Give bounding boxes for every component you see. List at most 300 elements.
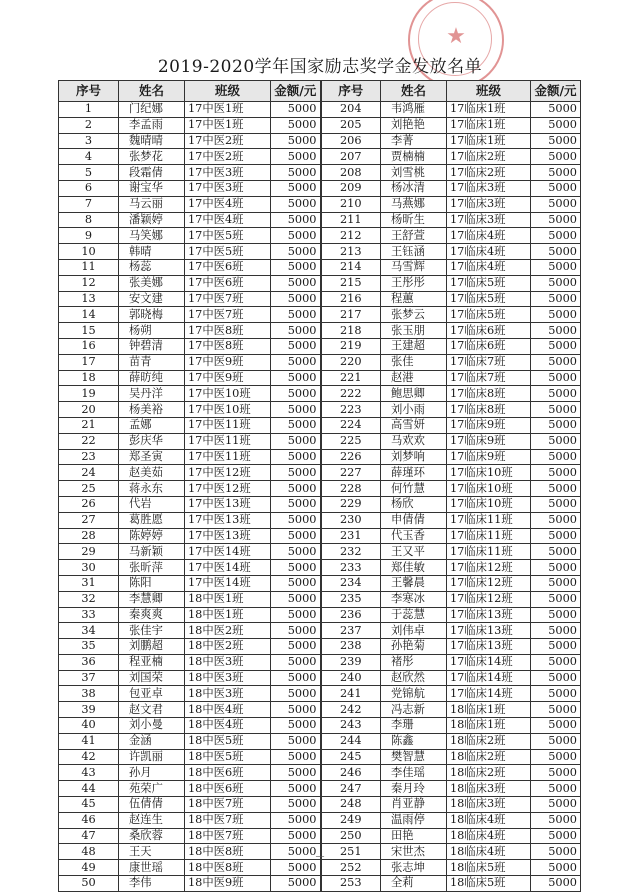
cell-amount: 5000: [271, 876, 321, 892]
cell-class: 17中医2班: [185, 149, 271, 165]
cell-name: 田艳: [381, 828, 447, 844]
cell-name: 李寒冰: [381, 591, 447, 607]
cell-seq: 48: [59, 844, 119, 860]
cell-seq: 40: [59, 718, 119, 734]
cell-name: 赵欣然: [381, 670, 447, 686]
cell-seq: 209: [321, 180, 381, 196]
table-row: [59, 591, 581, 607]
cell-amount: 5000: [271, 386, 321, 402]
cell-seq: 11: [59, 259, 119, 275]
table-row: [59, 496, 581, 512]
table-row: [59, 812, 581, 828]
table-row: [59, 433, 581, 449]
cell-class: 17临床11班: [447, 544, 531, 560]
cell-amount: 5000: [271, 212, 321, 228]
cell-class: 17临床6班: [447, 323, 531, 339]
cell-name: 全莉: [381, 876, 447, 892]
cell-amount: 5000: [271, 323, 321, 339]
cell-class: 17临床11班: [447, 512, 531, 528]
cell-class: 18临床1班: [447, 702, 531, 718]
cell-class: 18临床4班: [447, 812, 531, 828]
cell-class: 18中医8班: [185, 844, 271, 860]
cell-amount: 5000: [271, 575, 321, 591]
cell-seq: 46: [59, 812, 119, 828]
cell-seq: 221: [321, 370, 381, 386]
cell-amount: 5000: [531, 133, 581, 149]
cell-class: 18临床3班: [447, 797, 531, 813]
cell-seq: 212: [321, 228, 381, 244]
cell-class: 17中医10班: [185, 402, 271, 418]
cell-class: 18中医2班: [185, 639, 271, 655]
cell-seq: 16: [59, 338, 119, 354]
cell-class: 18中医7班: [185, 828, 271, 844]
table-row: [59, 370, 581, 386]
cell-class: 17中医9班: [185, 370, 271, 386]
cell-class: 17中医1班: [185, 102, 271, 118]
cell-amount: 5000: [531, 370, 581, 386]
cell-amount: 5000: [531, 149, 581, 165]
cell-name: 门纪娜: [119, 102, 185, 118]
scholarship-table: [58, 80, 581, 892]
cell-seq: 237: [321, 623, 381, 639]
cell-name: 薛昉纯: [119, 370, 185, 386]
cell-class: 17临床13班: [447, 607, 531, 623]
cell-name: 马欢欢: [381, 433, 447, 449]
cell-amount: 5000: [531, 481, 581, 497]
table-row: [59, 575, 581, 591]
cell-amount: 5000: [531, 275, 581, 291]
cell-seq: 205: [321, 117, 381, 133]
cell-class: 17中医13班: [185, 512, 271, 528]
cell-seq: 228: [321, 481, 381, 497]
cell-class: 18中医7班: [185, 797, 271, 813]
cell-amount: 5000: [531, 196, 581, 212]
cell-amount: 5000: [531, 512, 581, 528]
cell-name: 李菁: [381, 133, 447, 149]
cell-class: 18中医1班: [185, 591, 271, 607]
cell-name: 郑圣寅: [119, 449, 185, 465]
cell-name: 刘小曼: [119, 718, 185, 734]
cell-seq: 32: [59, 591, 119, 607]
cell-name: 何竹慧: [381, 481, 447, 497]
table-row: [59, 560, 581, 576]
table-row: [59, 196, 581, 212]
cell-class: 18临床2班: [447, 765, 531, 781]
cell-name: 赵港: [381, 370, 447, 386]
cell-seq: 21: [59, 417, 119, 433]
cell-name: 褚彤: [381, 654, 447, 670]
cell-seq: 44: [59, 781, 119, 797]
cell-name: 杨朔: [119, 323, 185, 339]
cell-name: 马雪辉: [381, 259, 447, 275]
cell-class: 18临床4班: [447, 844, 531, 860]
cell-class: 17临床14班: [447, 686, 531, 702]
cell-amount: 5000: [271, 528, 321, 544]
table-row: [59, 876, 581, 892]
cell-amount: 5000: [271, 465, 321, 481]
cell-class: 18中医1班: [185, 607, 271, 623]
table-row: [59, 165, 581, 181]
cell-class: 17中医5班: [185, 228, 271, 244]
cell-name: 张梦云: [381, 307, 447, 323]
cell-class: 17临床3班: [447, 212, 531, 228]
cell-seq: 211: [321, 212, 381, 228]
cell-class: 17临床4班: [447, 259, 531, 275]
cell-seq: 14: [59, 307, 119, 323]
cell-amount: 5000: [271, 749, 321, 765]
cell-amount: 5000: [271, 402, 321, 418]
cell-amount: 5000: [531, 607, 581, 623]
cell-amount: 5000: [531, 417, 581, 433]
cell-name: 赵连生: [119, 812, 185, 828]
cell-name: 桑欣蓉: [119, 828, 185, 844]
cell-amount: 5000: [531, 386, 581, 402]
cell-class: 18中医2班: [185, 623, 271, 639]
table-row: [59, 528, 581, 544]
cell-seq: 31: [59, 575, 119, 591]
cell-amount: 5000: [271, 433, 321, 449]
cell-name: 党锦航: [381, 686, 447, 702]
cell-name: 钟碧清: [119, 338, 185, 354]
cell-class: 17临床1班: [447, 102, 531, 118]
cell-class: 18中医9班: [185, 876, 271, 892]
cell-seq: 219: [321, 338, 381, 354]
cell-amount: 5000: [531, 560, 581, 576]
cell-class: 17中医11班: [185, 417, 271, 433]
cell-seq: 29: [59, 544, 119, 560]
cell-seq: 36: [59, 654, 119, 670]
cell-seq: 207: [321, 149, 381, 165]
cell-class: 17中医6班: [185, 259, 271, 275]
seal-star-icon: ★: [446, 24, 466, 49]
cell-class: 17中医7班: [185, 307, 271, 323]
table-row: [59, 117, 581, 133]
header-name: 姓名: [381, 81, 447, 102]
cell-class: 18中医8班: [185, 860, 271, 876]
cell-amount: 5000: [531, 165, 581, 181]
cell-class: 18临床1班: [447, 718, 531, 734]
cell-seq: 249: [321, 812, 381, 828]
cell-name: 温雨停: [381, 812, 447, 828]
cell-seq: 6: [59, 180, 119, 196]
table-row: [59, 354, 581, 370]
header-amount: 金额/元: [271, 81, 321, 102]
cell-amount: 5000: [271, 702, 321, 718]
cell-class: 17临床1班: [447, 133, 531, 149]
table-row: [59, 102, 581, 118]
cell-seq: 42: [59, 749, 119, 765]
cell-class: 18中医3班: [185, 670, 271, 686]
cell-seq: 243: [321, 718, 381, 734]
cell-class: 17临床10班: [447, 481, 531, 497]
cell-name: 王舒萱: [381, 228, 447, 244]
cell-class: 17临床10班: [447, 496, 531, 512]
cell-seq: 238: [321, 639, 381, 655]
cell-name: 许凯丽: [119, 749, 185, 765]
cell-name: 孙艳菊: [381, 639, 447, 655]
cell-seq: 30: [59, 560, 119, 576]
table-row: [59, 228, 581, 244]
cell-seq: 15: [59, 323, 119, 339]
cell-name: 张昕萍: [119, 560, 185, 576]
cell-amount: 5000: [271, 149, 321, 165]
cell-amount: 5000: [271, 102, 321, 118]
cell-name: 吴丹洋: [119, 386, 185, 402]
cell-amount: 5000: [531, 702, 581, 718]
cell-name: 高雪妍: [381, 417, 447, 433]
cell-name: 陈阳: [119, 575, 185, 591]
cell-seq: 19: [59, 386, 119, 402]
cell-seq: 214: [321, 259, 381, 275]
cell-seq: 37: [59, 670, 119, 686]
cell-class: 17临床13班: [447, 623, 531, 639]
cell-seq: 236: [321, 607, 381, 623]
cell-seq: 246: [321, 765, 381, 781]
cell-class: 17临床4班: [447, 244, 531, 260]
cell-name: 肖亚静: [381, 797, 447, 813]
table-body: [59, 102, 581, 892]
cell-name: 葛胜愿: [119, 512, 185, 528]
table-row: [59, 686, 581, 702]
cell-seq: 12: [59, 275, 119, 291]
cell-name: 程蕙: [381, 291, 447, 307]
cell-seq: 25: [59, 481, 119, 497]
cell-name: 潘颖婷: [119, 212, 185, 228]
cell-seq: 215: [321, 275, 381, 291]
cell-amount: 5000: [271, 165, 321, 181]
cell-name: 刘鹏超: [119, 639, 185, 655]
page-footer-mark: —: [315, 852, 325, 862]
cell-name: 张佳: [381, 354, 447, 370]
table-row: [59, 133, 581, 149]
cell-seq: 233: [321, 560, 381, 576]
cell-name: 于蕊慧: [381, 607, 447, 623]
cell-amount: 5000: [271, 354, 321, 370]
cell-amount: 5000: [271, 196, 321, 212]
cell-name: 郭晓梅: [119, 307, 185, 323]
cell-class: 17临床7班: [447, 354, 531, 370]
table-row: [59, 307, 581, 323]
table-row: [59, 749, 581, 765]
cell-seq: 43: [59, 765, 119, 781]
cell-seq: 225: [321, 433, 381, 449]
cell-seq: 1: [59, 102, 119, 118]
cell-class: 17中医3班: [185, 165, 271, 181]
cell-name: 张梦花: [119, 149, 185, 165]
cell-amount: 5000: [271, 481, 321, 497]
cell-seq: 232: [321, 544, 381, 560]
cell-amount: 5000: [531, 686, 581, 702]
table-row: [59, 149, 581, 165]
cell-amount: 5000: [271, 417, 321, 433]
cell-name: 陈鑫: [381, 733, 447, 749]
cell-class: 17临床14班: [447, 670, 531, 686]
cell-amount: 5000: [531, 449, 581, 465]
cell-seq: 222: [321, 386, 381, 402]
cell-name: 韩晴: [119, 244, 185, 260]
cell-name: 陈婷婷: [119, 528, 185, 544]
cell-amount: 5000: [271, 797, 321, 813]
cell-class: 17临床3班: [447, 196, 531, 212]
table-row: [59, 670, 581, 686]
cell-seq: 250: [321, 828, 381, 844]
cell-class: 17临床12班: [447, 560, 531, 576]
cell-seq: 22: [59, 433, 119, 449]
cell-name: 杨昕生: [381, 212, 447, 228]
table-row: [59, 607, 581, 623]
cell-seq: 27: [59, 512, 119, 528]
cell-class: 18中医6班: [185, 781, 271, 797]
header-class: 班级: [447, 81, 531, 102]
cell-name: 刘雪桃: [381, 165, 447, 181]
cell-name: 王建超: [381, 338, 447, 354]
cell-seq: 41: [59, 733, 119, 749]
cell-seq: 208: [321, 165, 381, 181]
cell-name: 苑荣广: [119, 781, 185, 797]
cell-class: 18临床3班: [447, 781, 531, 797]
cell-name: 彭庆华: [119, 433, 185, 449]
cell-name: 郑佳敏: [381, 560, 447, 576]
cell-amount: 5000: [531, 812, 581, 828]
cell-amount: 5000: [271, 512, 321, 528]
cell-name: 刘小雨: [381, 402, 447, 418]
cell-seq: 9: [59, 228, 119, 244]
header-seq: 序号: [321, 81, 381, 102]
table-row: [59, 654, 581, 670]
cell-amount: 5000: [271, 117, 321, 133]
cell-seq: 26: [59, 496, 119, 512]
cell-class: 17中医12班: [185, 481, 271, 497]
cell-name: 刘梦响: [381, 449, 447, 465]
cell-amount: 5000: [531, 718, 581, 734]
cell-amount: 5000: [271, 259, 321, 275]
cell-class: 17中医1班: [185, 117, 271, 133]
cell-seq: 247: [321, 781, 381, 797]
table-row: [59, 212, 581, 228]
cell-class: 17中医2班: [185, 133, 271, 149]
cell-seq: 7: [59, 196, 119, 212]
cell-class: 17临床12班: [447, 575, 531, 591]
cell-name: 薛瑾环: [381, 465, 447, 481]
cell-amount: 5000: [271, 228, 321, 244]
cell-name: 冯志新: [381, 702, 447, 718]
cell-class: 17中医8班: [185, 338, 271, 354]
cell-class: 18中医6班: [185, 765, 271, 781]
cell-class: 17临床2班: [447, 165, 531, 181]
cell-class: 18中医3班: [185, 654, 271, 670]
cell-seq: 240: [321, 670, 381, 686]
cell-seq: 4: [59, 149, 119, 165]
cell-class: 17临床12班: [447, 591, 531, 607]
cell-amount: 5000: [271, 639, 321, 655]
cell-seq: 18: [59, 370, 119, 386]
cell-amount: 5000: [531, 575, 581, 591]
cell-amount: 5000: [271, 291, 321, 307]
cell-amount: 5000: [271, 180, 321, 196]
cell-seq: 50: [59, 876, 119, 892]
cell-class: 17中医14班: [185, 575, 271, 591]
cell-name: 赵美茹: [119, 465, 185, 481]
cell-amount: 5000: [531, 781, 581, 797]
cell-class: 17临床10班: [447, 465, 531, 481]
cell-name: 马笑娜: [119, 228, 185, 244]
cell-name: 张玉朋: [381, 323, 447, 339]
cell-name: 康世瑶: [119, 860, 185, 876]
cell-name: 魏晴晴: [119, 133, 185, 149]
cell-class: 17临床4班: [447, 228, 531, 244]
table-row: [59, 623, 581, 639]
table-row: [59, 386, 581, 402]
cell-seq: 3: [59, 133, 119, 149]
cell-seq: 231: [321, 528, 381, 544]
cell-seq: 227: [321, 465, 381, 481]
table-row: [59, 860, 581, 876]
cell-amount: 5000: [531, 876, 581, 892]
cell-name: 李孟雨: [119, 117, 185, 133]
cell-class: 17临床5班: [447, 275, 531, 291]
cell-seq: 234: [321, 575, 381, 591]
cell-name: 杨美裕: [119, 402, 185, 418]
cell-name: 马云丽: [119, 196, 185, 212]
cell-amount: 5000: [271, 654, 321, 670]
cell-seq: 5: [59, 165, 119, 181]
cell-name: 程亚楠: [119, 654, 185, 670]
cell-name: 杨蕊: [119, 259, 185, 275]
table-row: [59, 244, 581, 260]
cell-class: 18临床5班: [447, 860, 531, 876]
cell-seq: 28: [59, 528, 119, 544]
cell-seq: 224: [321, 417, 381, 433]
cell-name: 贾楠楠: [381, 149, 447, 165]
cell-class: 17中医8班: [185, 323, 271, 339]
cell-seq: 17: [59, 354, 119, 370]
cell-amount: 5000: [531, 291, 581, 307]
cell-seq: 213: [321, 244, 381, 260]
cell-class: 18临床4班: [447, 828, 531, 844]
cell-amount: 5000: [271, 370, 321, 386]
cell-amount: 5000: [531, 765, 581, 781]
cell-class: 17临床14班: [447, 654, 531, 670]
table-row: [59, 781, 581, 797]
cell-amount: 5000: [531, 623, 581, 639]
cell-name: 王又平: [381, 544, 447, 560]
header-class: 班级: [185, 81, 271, 102]
cell-class: 17临床8班: [447, 402, 531, 418]
cell-name: 鲍思卿: [381, 386, 447, 402]
table-row: [59, 481, 581, 497]
cell-amount: 5000: [271, 860, 321, 876]
cell-seq: 45: [59, 797, 119, 813]
table-row: [59, 259, 581, 275]
cell-seq: 216: [321, 291, 381, 307]
cell-amount: 5000: [531, 654, 581, 670]
cell-amount: 5000: [271, 496, 321, 512]
table-row: [59, 733, 581, 749]
cell-class: 17中医11班: [185, 433, 271, 449]
cell-amount: 5000: [531, 212, 581, 228]
cell-class: 17临床9班: [447, 417, 531, 433]
cell-class: 17临床5班: [447, 291, 531, 307]
cell-seq: 230: [321, 512, 381, 528]
cell-name: 杨冰清: [381, 180, 447, 196]
cell-amount: 5000: [271, 718, 321, 734]
cell-amount: 5000: [271, 307, 321, 323]
cell-amount: 5000: [271, 623, 321, 639]
cell-amount: 5000: [531, 844, 581, 860]
table-row: [59, 180, 581, 196]
cell-seq: 47: [59, 828, 119, 844]
cell-name: 樊智慧: [381, 749, 447, 765]
